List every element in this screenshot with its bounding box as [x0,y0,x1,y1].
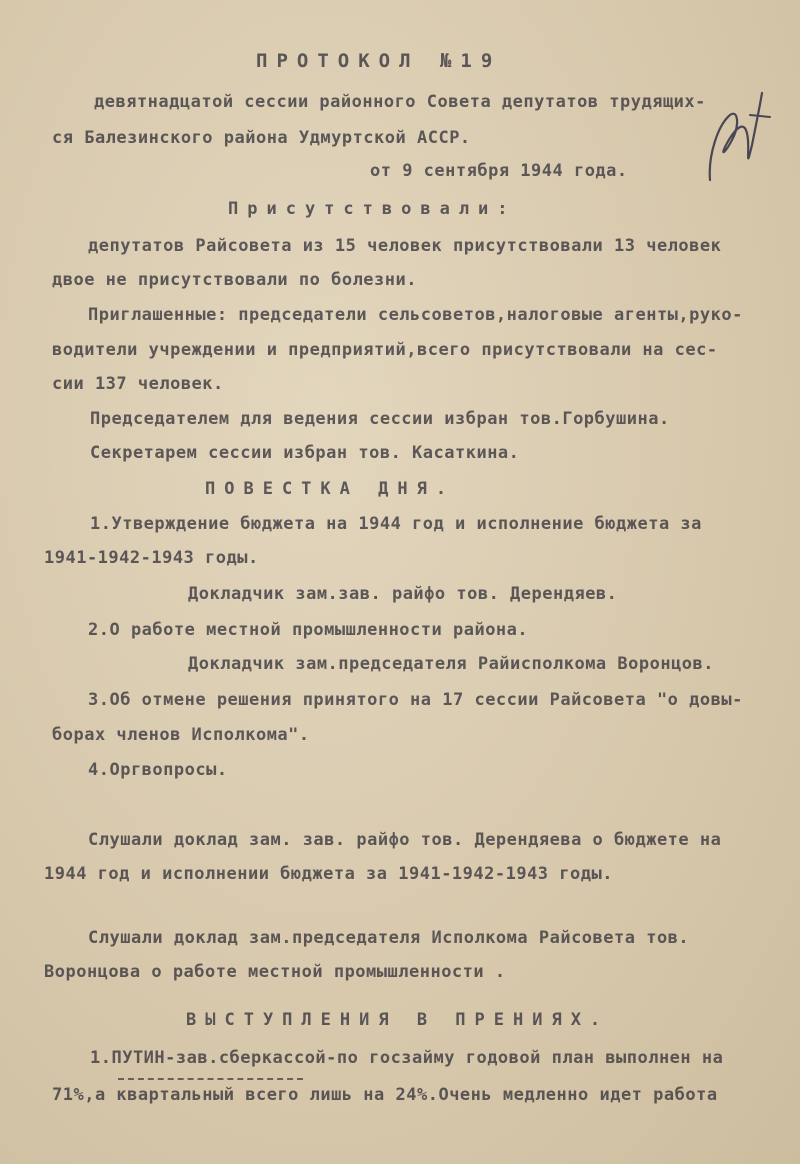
attendance-line: Председателем для ведения сессии избран тов.Горбушина. [90,409,670,429]
agenda-line: Докладчик зам.зав. райфо тов. Дерендяев. [188,584,618,604]
heard-line: Слушали доклад зам.председателя Исполкома Райсовета тов. [88,928,690,948]
agenda-line: 1941-1942-1943 годы. [44,548,259,568]
heard-line: 1944 год и исполнении бюджета за 1941-1942-1943 годы. [44,864,613,884]
heard-line: Воронцова о работе местной промышленности . [44,962,506,982]
attendance-line: водители учреждении и предприятий,всего присутствовали на сес- [52,340,718,360]
debate-line: 71%,а квартальный всего лишь на 24%.Очень медленно идет работа [52,1085,718,1105]
debate-heading: ВЫСТУПЛЕНИЯ В ПРЕНИЯХ. [186,1010,610,1030]
agenda-line: 2.О работе местной промышленности района. [88,620,529,640]
attendance-line: Приглашенные: председатели сельсоветов,налоговые агенты,руко- [88,305,743,325]
header-date: от 9 сентября 1944 года. [370,161,628,181]
agenda-line: борах членов Исполкома". [52,725,310,745]
agenda-line: Докладчик зам.председателя Райисполкома Воронцов. [188,654,715,674]
handwritten-signature-icon [700,85,780,195]
header-line-1: девятнадцатой сессии районного Совета депутатов трудящих- [94,92,706,112]
agenda-heading: ПОВЕСТКА ДНЯ. [205,479,456,499]
attendance-heading: Присутствовали: [228,199,517,219]
debate-line: 1.ПУТИН-зав.сберкассой-по госзайму годовой план выполнен на [90,1048,724,1068]
agenda-line: 1.Утверждение бюджета на 1944 год и исполнение бюджета за [90,514,702,534]
agenda-line: 3.Об отмене решения принятого на 17 сессии Райсовета "о довы- [88,690,743,710]
attendance-line: депутатов Райсовета из 15 человек присутствовали 13 человек [88,236,722,256]
attendance-line: двое не присутствовали по болезни. [52,270,417,290]
name-underline [118,1078,303,1080]
heard-line: Слушали доклад зам. зав. райфо тов. Дерендяева о бюджете на [88,830,722,850]
agenda-line: 4.Оргвопросы. [88,760,228,780]
attendance-line: сии 137 человек. [52,374,224,394]
attendance-line: Секретарем сессии избран тов. Касаткина. [90,443,520,463]
protocol-title: ПРОТОКОЛ №19 [256,50,502,72]
header-line-2: ся Балезинского района Удмуртской АССР. [52,128,471,148]
